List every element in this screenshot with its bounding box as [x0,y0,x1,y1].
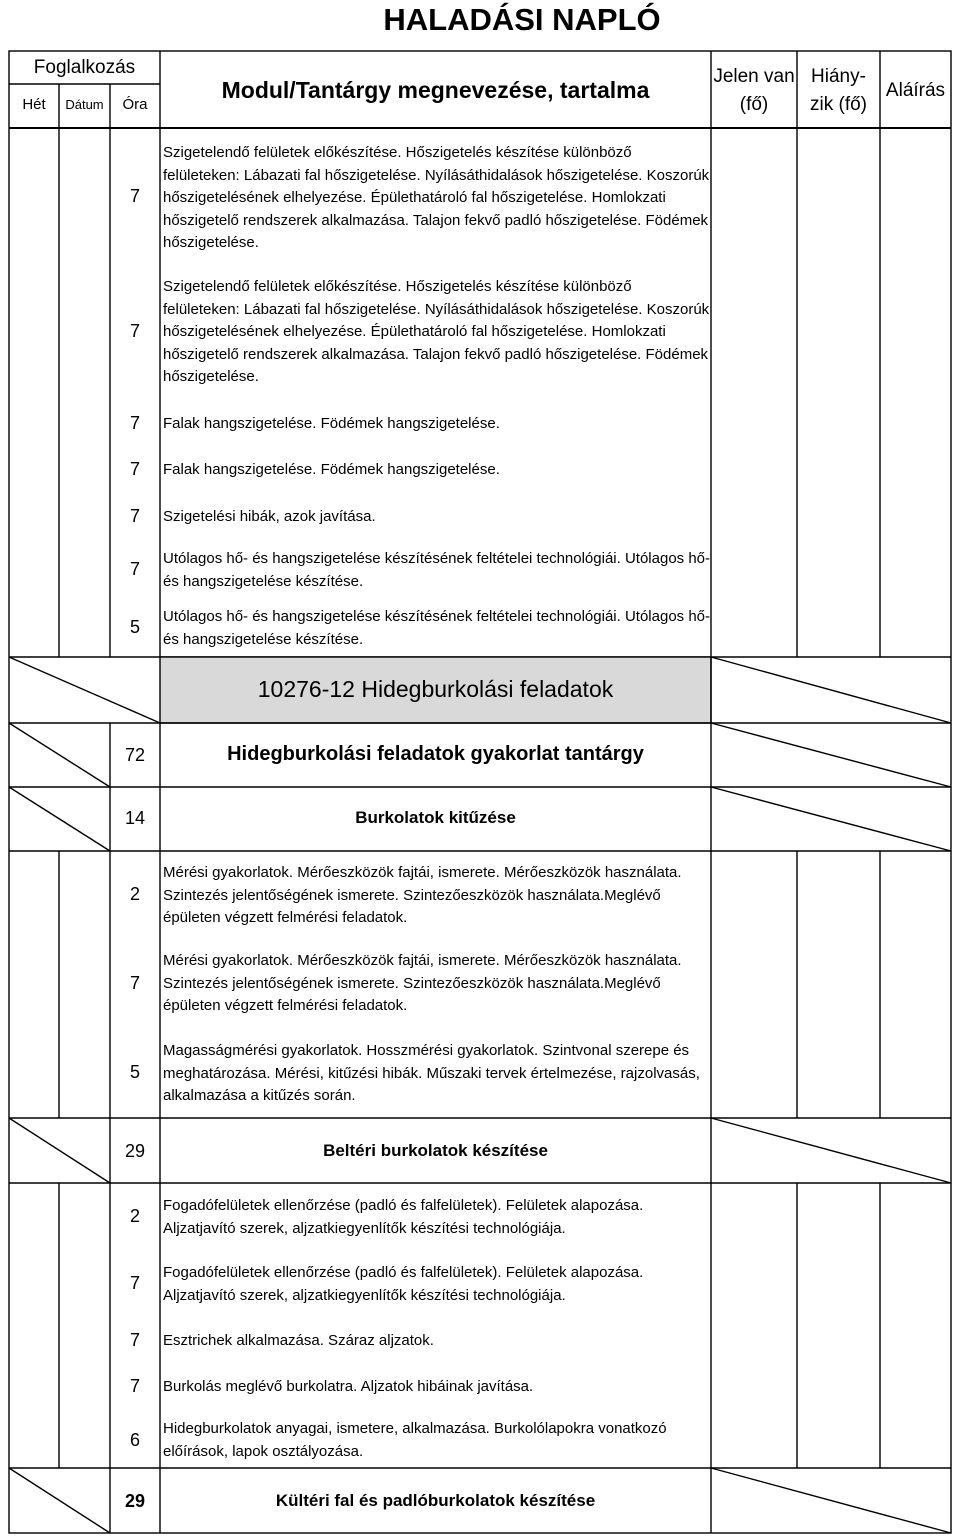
row-text: Esztrichek alkalmazása. Száraz aljzatok. [163,1332,434,1349]
row-hours: 2 [129,1206,140,1226]
topic-title: Kültéri fal és padlóburkolatok készítése [275,1491,596,1510]
row-text: Fogadófelületek ellenőrzése (padló és falfelületek). Felületek alapozása. Aljzatjavító szerek, aljzatkiegyenlítők készítési technológiája. [163,1197,644,1237]
header-alairas: Aláírás [885,80,946,101]
row-hours: 7 [129,1273,140,1293]
row-text: Utólagos hő- és hangszigetelése készítésének feltételei technológiái. Utólagos hő- és hangszigetelése készítése. [163,550,711,590]
topic-title: Burkolatok kitűzése [355,808,516,827]
row-hours: 6 [129,1430,140,1450]
row-hours: 7 [129,413,140,433]
row-hours: 7 [129,1376,140,1396]
row-text: Szigetelési hibák, azok javítása. [163,508,376,525]
row-text: Mérési gyakorlatok. Mérőeszközök fajtái, ismerete. Mérőeszközök használata. Szintezés jelentőségének ismerete. Szintezőeszközök használata.Meglévő épületen végzett felmérési feladatok. [163,952,682,1014]
row-hours: 2 [129,884,140,904]
row-text: Fogadófelületek ellenőrzése (padló és falfelületek). Felületek alapozása. Aljzatjavító szerek, aljzatkiegyenlítők készítési technológiája. [163,1264,644,1304]
page-title: HALADÁSI NAPLÓ [383,2,661,37]
header-het: Hét [22,96,46,113]
header-jelen-van: Jelen van [713,66,795,87]
row-hours: 7 [129,186,140,206]
row-hours: 7 [129,1330,140,1350]
module-title: 10276-12 Hidegburkolási feladatok [257,676,614,702]
topic-title: Beltéri burkolatok készítése [323,1141,548,1160]
topic-hours: 29 [124,1491,146,1511]
header-jelen-fo: (fő) [739,94,769,115]
header-ora: Óra [122,96,148,113]
row-hours: 7 [129,321,140,341]
row-text: Szigetelendő felületek előkészítése. Hőszigetelés készítése különböző felületeken: Lábazati fal hőszigetelése. Nyílásáthidalások hőszigetelése. Koszorúk hőszigetelésének elhelyezése. Épülethatároló fal hőszigetelése. Homlokzati hőszigetelő rendszerek alkalmazása. Talajon fekvő padló hőszigetelése. Födémek hőszigetelése. [163,278,710,385]
row-hours: 7 [129,559,140,579]
subject-title: Hidegburkolási feladatok gyakorlat tantárgy [227,743,644,765]
header-datum: Dátum [65,97,104,112]
subject-hours: 72 [124,745,146,765]
row-text: Utólagos hő- és hangszigetelése készítésének feltételei technológiái. Utólagos hő- és hangszigetelése készítése. [163,608,711,648]
header-hiany-1: Hiány- [811,66,866,87]
topic-hours: 14 [124,808,146,828]
row-hours: 7 [129,506,140,526]
row-text: Falak hangszigetelése. Födémek hangszigetelése. [163,415,500,432]
row-text: Szigetelendő felületek előkészítése. Hőszigetelés készítése különböző felületeken: Lábazati fal hőszigetelése. Nyílásáthidalások hőszigetelése. Koszorúk hőszigetelésének elhelyezése. Épülethatároló fal hőszigetelése. Homlokzati hőszigetelő rendszerek alkalmazása. Talajon fekvő padló hőszigetelése. Födémek hőszigetelése. [163,144,710,251]
row-text: Magasságmérési gyakorlatok. Hosszmérési gyakorlatok. Szintvonal szerepe és meghatározása. Mérési, kitűzési hibák. Műszaki tervek értelmezése, rajzolvasás, alkalmazása a kitűzés során. [163,1042,700,1104]
row-text: Falak hangszigetelése. Födémek hangszigetelése. [163,461,500,478]
row-text: Mérési gyakorlatok. Mérőeszközök fajtái, ismerete. Mérőeszközök használata. Szintezés jelentőségének ismerete. Szintezőeszközök használata.Meglévő épületen végzett felmérési feladatok. [163,864,682,926]
row-hours: 5 [129,617,140,637]
row-text: Burkolás meglévő burkolatra. Aljzatok hibáinak javítása. [163,1378,534,1395]
topic-hours: 29 [124,1141,146,1161]
row-hours: 5 [129,1062,140,1082]
row-hours: 7 [129,973,140,993]
header-foglalkozas: Foglalkozás [33,57,136,78]
row-hours: 7 [129,459,140,479]
header-modul: Modul/Tantárgy megnevezése, tartalma [221,77,650,103]
header-hiany-2: zik (fő) [810,94,867,115]
row-text: Hidegburkolatok anyagai, ismetere, alkalmazása. Burkolólapokra vonatkozó előírások, lapok osztályozása. [163,1420,667,1460]
